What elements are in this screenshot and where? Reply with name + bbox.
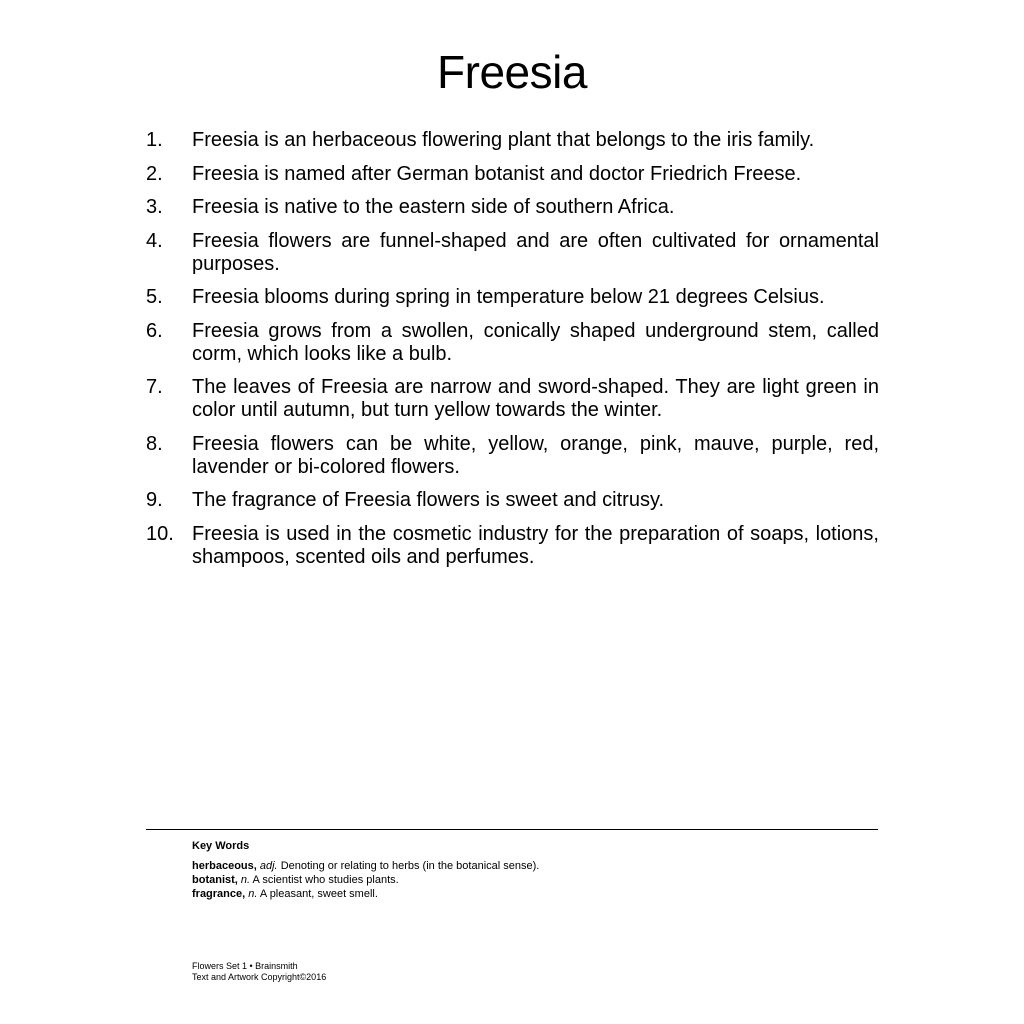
fact-number: 9. bbox=[146, 489, 163, 511]
facts-list bbox=[146, 129, 879, 579]
page-title: Freesia bbox=[437, 46, 587, 98]
key-word-definition: A pleasant, sweet smell. bbox=[259, 888, 378, 900]
key-word-term: botanist, bbox=[192, 874, 238, 886]
fact-number: 8. bbox=[146, 432, 163, 455]
fact-text: The leaves of Freesia are narrow and sword-shaped. They are light green in color until autumn, but turn yellow towards the winter. bbox=[192, 376, 879, 421]
fact-text: Freesia grows from a swollen, conically shaped underground stem, called corm, which looks like a bulb. bbox=[192, 319, 879, 365]
fact-item bbox=[146, 433, 879, 479]
key-word-part-of-speech: n. bbox=[240, 874, 251, 886]
divider bbox=[146, 829, 878, 830]
fact-number: 10. bbox=[146, 522, 174, 545]
fact-item bbox=[146, 230, 879, 276]
fact-number: 5. bbox=[146, 286, 163, 308]
fact-item bbox=[146, 489, 879, 512]
fact-item bbox=[146, 163, 879, 186]
key-word-entry bbox=[192, 887, 852, 901]
fact-number: 6. bbox=[146, 319, 163, 342]
key-word-entry bbox=[192, 873, 852, 887]
fact-number: 1. bbox=[146, 129, 163, 151]
fact-item bbox=[146, 523, 879, 569]
fact-item bbox=[146, 320, 879, 366]
fact-text: Freesia is used in the cosmetic industry for the preparation of soaps, lotions, shampoos, scented oils and perfumes. bbox=[192, 522, 879, 568]
fact-text: Freesia is named after German botanist and doctor Friedrich Freese. bbox=[192, 162, 802, 185]
key-word-entry bbox=[192, 859, 852, 873]
fact-text: Freesia is native to the eastern side of southern Africa. bbox=[192, 196, 675, 218]
footer-copyright: Text and Artwork Copyright©2016 bbox=[192, 972, 327, 982]
footer bbox=[192, 961, 592, 983]
key-word-term: fragrance, bbox=[192, 888, 246, 900]
key-word-term: herbaceous, bbox=[192, 860, 257, 872]
fact-number: 4. bbox=[146, 229, 163, 252]
fact-text: The fragrance of Freesia flowers is sweet and citrusy. bbox=[192, 489, 665, 511]
fact-item bbox=[146, 129, 879, 152]
key-word-part-of-speech: n. bbox=[248, 888, 258, 900]
fact-item bbox=[146, 376, 879, 422]
fact-text: Freesia blooms during spring in temperature below 21 degrees Celsius. bbox=[192, 286, 825, 308]
key-word-definition: Denoting or relating to herbs (in the botanical sense). bbox=[280, 860, 540, 872]
key-word-part-of-speech: adj. bbox=[259, 860, 278, 872]
fact-text: Freesia is an herbaceous flowering plant that belongs to the iris family. bbox=[192, 129, 815, 151]
key-words-title: Key Words bbox=[192, 840, 250, 852]
fact-text: Freesia flowers are funnel-shaped and are often cultivated for ornamental purposes. bbox=[192, 229, 879, 275]
fact-item bbox=[146, 196, 879, 219]
key-word-definition: A scientist who studies plants. bbox=[252, 874, 399, 886]
fact-number: 2. bbox=[146, 162, 163, 185]
footer-series: Flowers Set 1 • Brainsmith bbox=[192, 961, 298, 971]
fact-number: 3. bbox=[146, 196, 163, 218]
fact-item bbox=[146, 286, 879, 309]
key-words-section bbox=[192, 839, 852, 901]
fact-text: Freesia flowers can be white, yellow, orange, pink, mauve, purple, red, lavender or bi-colored flowers. bbox=[192, 432, 879, 478]
fact-number: 7. bbox=[146, 376, 163, 398]
